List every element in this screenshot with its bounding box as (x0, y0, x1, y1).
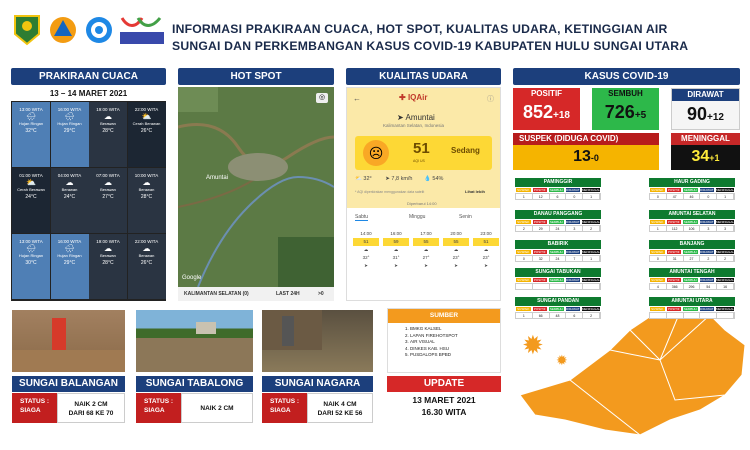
river-status: STATUS : SIAGA (12, 393, 57, 423)
district-name: AMUNTAI UTARA (649, 297, 735, 306)
covid-section-header: KASUS COVID-19 (513, 68, 740, 85)
hsu-regency-logo (12, 14, 42, 46)
sumber-item: 1. BMKG KALSEL (410, 326, 500, 333)
district-table: SUNGAI TABUKAN SUSPEK POSITIF SEMBUH DIRAWAT MENINGGAL (515, 268, 601, 290)
river-name: SUNGAI TABALONG (136, 376, 253, 392)
dirawat-value: 90 (687, 104, 708, 124)
update-time: 16.30 WITA (421, 407, 467, 417)
forecast-cell: 16:00 WITA 🌧 Hujan Ringan 29°C (51, 234, 89, 299)
air-city: ➤ Amuntai (397, 113, 435, 122)
district-table: BABIRIK SUSPEK POSITIF SEMBUH DIRAWAT MENINGGAL 0 32 24 7 1 (515, 240, 601, 262)
dirawat-delta: +12 (707, 112, 724, 123)
map-place-label: Amuntai (206, 175, 229, 181)
river-status: STATUS : SIAGA (136, 393, 181, 423)
forecast-cell: 22:00 WITA ⛅ Cerah Berawan 26°C (128, 102, 166, 167)
humidity-icon: 💧 (424, 176, 431, 182)
period-filter[interactable]: LAST 24H (276, 291, 300, 297)
district-table: BANJANG SUSPEK POSITIF SEMBUH DIRAWAT MENINGGAL 0 31 27 2 2 (649, 240, 735, 262)
hourly-item: 17:00 55 ☁ 27° ➤ (413, 230, 439, 270)
forecast-cell: 19:00 WITA ☁ Berawan 28°C (89, 234, 127, 299)
hourly-forecast (347, 230, 501, 290)
positif-value: 852 (522, 102, 554, 122)
map-layers-icon[interactable]: ◎ (316, 93, 328, 103)
cloud-icon: ☁ (142, 244, 151, 253)
river-level: NAIK 2 CM DARI 68 KE 70 (57, 393, 125, 423)
weather-forecast-panel (11, 87, 166, 301)
river-status: STATUS : SIAGA (262, 393, 307, 423)
aqi-unit: AQI US (413, 159, 425, 163)
river-photo-tabalong (136, 310, 253, 372)
hourly-item: 20:00 55 ☁ 23° ➤ (443, 230, 469, 270)
kominfo-logo (84, 14, 114, 46)
district-name: BABIRIK (515, 240, 601, 249)
air-note: * AQI diperkirakan menggunakan data satelit (355, 190, 425, 194)
hourly-item: 16:00 59 ☁ 31° ➤ (383, 230, 409, 270)
meninggal-delta: +1 (709, 153, 720, 163)
forecast-cell: 13:00 WITA 🌧 Hujan Ringan 30°C (12, 234, 50, 299)
region-filter[interactable]: KALIMANTAN SELATAN (0) (184, 291, 249, 297)
aqi-card (355, 136, 492, 170)
district-name: AMUNTAI SELATAN (649, 210, 735, 219)
weather-icon: ☁ (453, 247, 459, 252)
district-table: AMUNTAI UTARA SUSPEK POSITIF SEMBUH DIRAWAT MENINGGAL (649, 297, 735, 319)
cloud-icon: ☁ (142, 178, 151, 187)
forecast-cell: 16:00 WITA 🌧 Hujan Ringan 29°C (51, 102, 89, 167)
forecast-cell: 13:00 WITA 🌧 Hujan Ringan 32°C (12, 102, 50, 167)
river-name: SUNGAI BALANGAN (12, 376, 125, 392)
rain-icon: 🌧 (64, 112, 75, 121)
forecast-cell: 22:00 WITA ☁ Berawan 26°C (128, 234, 166, 299)
rain-icon: 🌧 (25, 244, 37, 253)
tab-day[interactable]: Senin (459, 214, 472, 220)
river-level: NAIK 4 CM DARI 52 KE 56 (307, 393, 373, 423)
weather-icon: ☁ (393, 247, 399, 252)
sembuh-value: 726 (604, 102, 635, 122)
hsu-wantap-logo (118, 14, 166, 46)
river-photo-balangan (12, 310, 125, 372)
partly-icon: ⛅ (141, 112, 152, 121)
air-quality-panel (346, 87, 501, 301)
river-photo-nagara (262, 310, 373, 372)
hotspot-status-bar (178, 287, 334, 301)
district-table: AMUNTAI SELATAN SUSPEK POSITIF SEMBUH DIRAWAT MENINGGAL 1 112 106 3 3 (649, 210, 735, 232)
district-table: PAMINGGIR SUSPEK POSITIF SEMBUH DIRAWAT MENINGGAL 1 12 6 0 1 (515, 178, 601, 200)
river-level: NAIK 2 CM (181, 393, 253, 423)
district-table: SUNGAI PANDAN SUSPEK POSITIF SEMBUH DIRAWAT MENINGGAL 1 66 48 6 2 (515, 297, 601, 319)
district-name: BANJANG (649, 240, 735, 249)
river-name: SUNGAI NAGARA (262, 376, 373, 392)
aqi-label: Sedang (451, 146, 480, 155)
page-title: INFORMASI PRAKIRAAN CUACA, HOT SPOT, KUALITAS UDARA, KETINGGIAN AIR SUNGAI DAN PERKEMBANGAN KASUS COVID-19 KABUPATEN HULU SUNGAI UTARA (172, 22, 689, 53)
forecast-cell: 01:00 WITA ⛅ Cerah Berawan 24°C (12, 168, 50, 233)
weather-icon: ☁ (483, 247, 489, 252)
district-name: AMUNTAI TENGAH (649, 268, 735, 277)
sembuh-box: SEMBUH 726+5 (592, 88, 659, 130)
back-arrow-icon[interactable]: ← (353, 94, 361, 103)
update-date: 13 MARET 2021 (412, 395, 476, 405)
forecast-cell: 10:00 WITA ☁ Berawan 28°C (128, 168, 166, 233)
updated-time: Diperbarui 14:00 (407, 201, 437, 206)
forecast-cell: 07:00 WITA ☁ Berawan 27°C (89, 168, 127, 233)
forecast-cell: 04:00 WITA ☁ Berawan 24°C (51, 168, 89, 233)
sumber-item: 5. PUSDALOPS BPBD (410, 352, 500, 359)
district-name: SUNGAI TABUKAN (515, 268, 601, 277)
forecast-cell: 19:00 WITA ☁ Berawan 28°C (89, 102, 127, 167)
sumber-title: SUMBER (388, 309, 500, 323)
tab-day[interactable]: Sabtu (355, 214, 369, 220)
weather-section-header: PRAKIRAAN CUACA (11, 68, 166, 85)
district-table: DANAU PANGGANG SUSPEK POSITIF SEMBUH DIRAWAT MENINGGAL 2 29 24 3 2 (515, 210, 601, 232)
hotspot-section-header: HOT SPOT (178, 68, 334, 85)
hourly-item: 14:00 51 ☁ 32° ➤ (353, 230, 379, 270)
sumber-item: 3. AIR VISUAL (410, 339, 500, 346)
suspek-value: 13 (573, 148, 591, 165)
weather-icon: ☁ (423, 247, 429, 252)
info-icon[interactable]: ⓘ (487, 96, 494, 103)
virus-icon: ✹ (522, 330, 544, 360)
sumber-list (388, 326, 500, 359)
meninggal-box: MENINGGAL 34+1 (671, 133, 740, 170)
bpbd-logo (48, 14, 78, 46)
suspek-box: SUSPEK (DIDUGA COVID) 13-0 (513, 133, 659, 170)
rain-icon: 🌧 (25, 112, 37, 121)
sembuh-delta: +5 (634, 110, 647, 121)
forecast-date: 13 – 14 MARET 2021 (11, 87, 166, 101)
iqair-brand: ✚ IQAir (399, 93, 428, 102)
dirawat-box: DIRAWAT 90+12 (671, 88, 740, 130)
hotspot-count: >0 (318, 291, 324, 297)
face-icon: ☹ (363, 140, 389, 166)
cloud-sun-icon: ⛅ (355, 176, 362, 182)
sumber-item: 4. DINKES KAB. HSU (410, 346, 500, 353)
weather-row: ⛅ 32° ➤ 7,8 km/h 💧 54% (355, 176, 444, 182)
partly-icon: ⛅ (26, 178, 36, 187)
tab-day[interactable]: Minggu (409, 214, 426, 220)
more-link[interactable]: Lihat lebih (465, 189, 485, 194)
update-label: UPDATE (387, 376, 501, 392)
hourly-item: 23:00 51 ☁ 23° ➤ (473, 230, 499, 270)
district-name: PAMINGGIR (515, 178, 601, 187)
wind-icon: ➤ (385, 176, 390, 182)
positif-box: POSITIF 852+18 (513, 88, 580, 130)
aqi-value: 51 (413, 140, 430, 157)
meninggal-value: 34 (691, 148, 710, 165)
air-region: Kalimantan Selatan, Indonesia (383, 123, 445, 128)
hotspot-map[interactable] (178, 87, 334, 301)
district-name: SUNGAI PANDAN (515, 297, 601, 306)
district-name: DANAU PANGGANG (515, 210, 601, 219)
weather-icon: ☁ (363, 247, 369, 252)
rain-icon: 🌧 (64, 244, 75, 253)
district-table: HAUR GADING SUSPEK POSITIF SEMBUH DIRAWAT MENINGGAL 0 47 46 0 1 (649, 178, 735, 200)
cloud-icon: ☁ (65, 178, 74, 187)
cloud-icon: ☁ (104, 112, 112, 121)
day-tabs (347, 214, 501, 224)
cloud-icon: ☁ (104, 244, 112, 253)
district-name: HAUR GADING (649, 178, 735, 187)
suspek-delta: -0 (590, 153, 599, 163)
cloud-icon: ☁ (104, 178, 112, 187)
district-table: AMUNTAI TENGAH SUSPEK POSITIF SEMBUH DIRAWAT MENINGGAL 4 366 296 54 16 (649, 268, 735, 290)
sumber-panel (387, 308, 501, 373)
google-watermark: Google (182, 275, 202, 281)
air-section-header: KUALITAS UDARA (346, 68, 501, 85)
positif-delta: +18 (553, 110, 570, 121)
sumber-item: 2. LAPAN FIREHOTSPOT (410, 333, 500, 340)
virus-icon: ✹ (556, 352, 568, 368)
